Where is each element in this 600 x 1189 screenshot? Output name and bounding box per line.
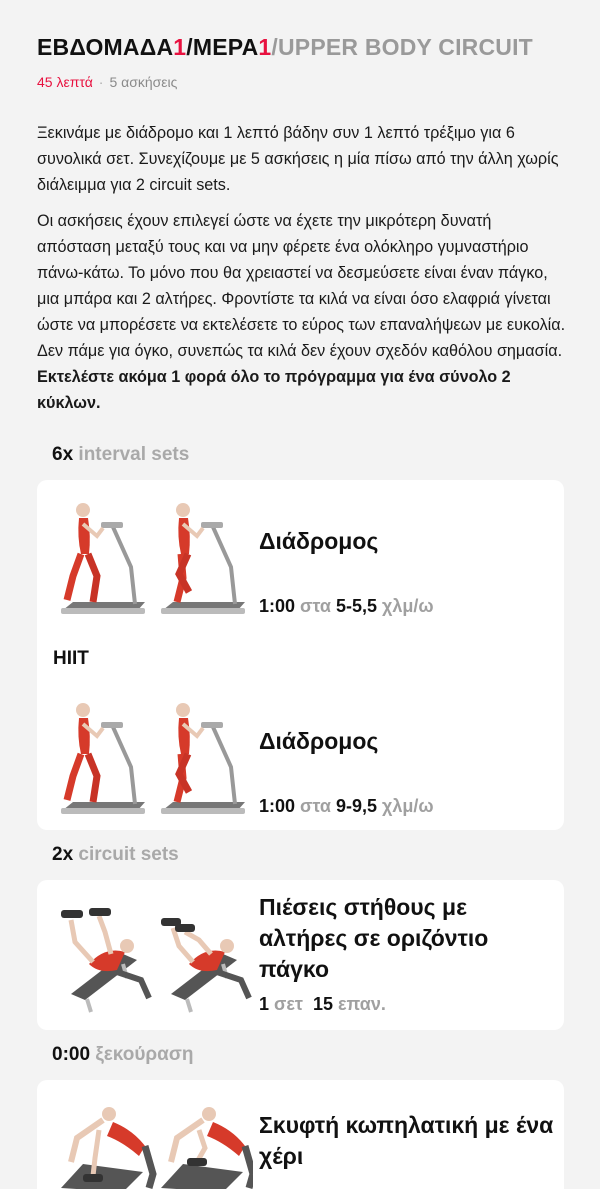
- exercise-time: 1:00: [259, 596, 296, 616]
- exercise-at: στα: [300, 796, 331, 816]
- exercise-detail: [259, 596, 434, 617]
- one-arm-row-icon: [53, 1102, 253, 1189]
- interval-label: interval sets: [78, 444, 190, 465]
- section-circuit-label: [52, 844, 179, 866]
- treadmill-icon: [53, 692, 253, 822]
- exercise-treadmill-hiit[interactable]: [37, 680, 564, 830]
- sets-value: 1: [259, 994, 270, 1014]
- rest-label: ξεκούραση: [95, 1044, 194, 1065]
- exercise-speed: 5-5,5: [335, 596, 378, 616]
- exercise-name: Σκυφτή κωπηλατική με ένα χέρι: [259, 1112, 554, 1169]
- interval-card: [37, 480, 564, 830]
- exercise-bench-press-card[interactable]: [37, 880, 564, 1030]
- title-week-number: 1: [173, 34, 187, 60]
- exercise-sets-reps: [259, 994, 386, 1015]
- circuit-count: 2x: [52, 844, 74, 865]
- exercise-row-card[interactable]: [37, 1080, 564, 1189]
- workout-duration: 45 λεπτά: [37, 74, 93, 90]
- section-rest-label: [52, 1044, 193, 1066]
- exercise-time: 1:00: [259, 796, 296, 816]
- description-paragraph-2-text: Οι ασκήσεις έχουν επιλεγεί ώστε να έχετε την μικρότερη δυνατή απόσταση μεταξύ τους και να μην φέρετε ένα ολόκληρο γυμναστήριο πάνω-κάτω. Το μόνο που θα χρειαστεί να δεσμεύσετε είναι έναν πάγκο, μια μπάρα και 2 αλτήρες. Φροντίστε τα κιλά να είναι όσο ελαφριά γίνεται ώστε να μπορέσετε να εκτελέσετε το εύρος των επαναλήψεων με ευκολία. Δεν πάμε για όγκο, συνεπώς τα κιλά δεν έχουν σχεδόν καθόλου σημασία.: [37, 212, 566, 360]
- dumbbell-bench-press-icon: [53, 894, 253, 1016]
- workout-description: [37, 120, 567, 416]
- exercise-count: 5 ασκήσεις: [109, 74, 178, 90]
- description-paragraph-1: Ξεκινάμε με διάδρομο και 1 λεπτό βάδην συν 1 λεπτό τρέξιμο για 6 συνολικά σετ. Συνεχίζουμε με 5 ασκήσεις η μία πίσω από την άλλη χωρίς διάλειμμα για 2 circuit sets.: [37, 124, 559, 194]
- exercise-speed-unit: χλμ/ω: [382, 796, 434, 816]
- hiit-label: HIIT: [53, 648, 89, 669]
- circuit-label: circuit sets: [78, 844, 179, 865]
- interval-count: 6x: [52, 444, 74, 465]
- exercise-name: Πιέσεις στήθους με αλτήρες σε οριζόντιο πάγκο: [259, 894, 489, 982]
- exercise-detail: [259, 796, 434, 817]
- exercise-speed-unit: χλμ/ω: [382, 596, 434, 616]
- exercise-treadmill-walk[interactable]: [37, 480, 564, 630]
- description-paragraph-2-bold: Εκτελέστε ακόμα 1 φορά όλο το πρόγραμμα για ένα σύνολο 2 κύκλων.: [37, 368, 511, 412]
- page-title: [37, 34, 533, 61]
- reps-unit: επαν.: [337, 994, 386, 1014]
- exercise-name: Διάδρομος: [259, 528, 379, 554]
- description-paragraph-2: [37, 208, 567, 416]
- section-interval-label: [52, 444, 189, 466]
- reps-value: 15: [312, 994, 333, 1014]
- rest-time: 0:00: [52, 1044, 91, 1065]
- title-day-number: 1: [258, 34, 272, 60]
- meta-separator: ·: [98, 74, 104, 90]
- treadmill-icon: [53, 492, 253, 622]
- sets-unit: σετ: [274, 994, 303, 1014]
- exercise-name: Διάδρομος: [259, 728, 379, 754]
- title-week: ΕΒΔΟΜΑΔΑ: [37, 34, 174, 60]
- exercise-at: στα: [300, 596, 331, 616]
- title-day: /ΜΕΡΑ: [186, 34, 259, 60]
- exercise-speed: 9-9,5: [335, 796, 378, 816]
- workout-meta: [37, 74, 177, 90]
- title-workout-name: /UPPER BODY CIRCUIT: [271, 34, 533, 60]
